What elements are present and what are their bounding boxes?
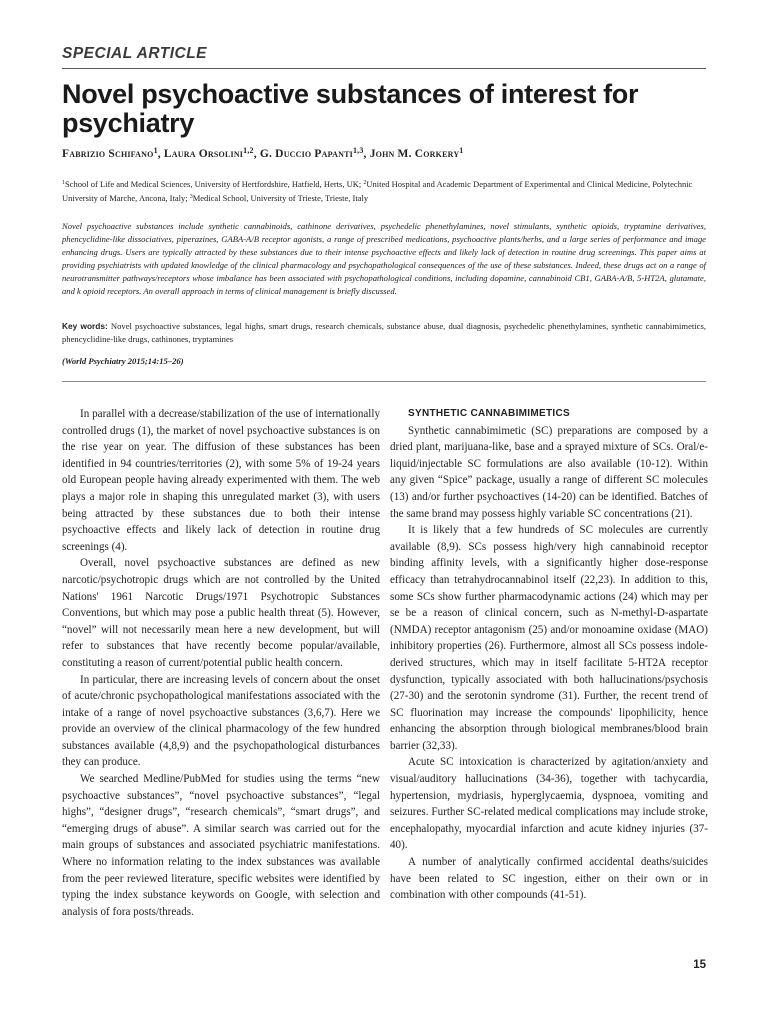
body-paragraph: In parallel with a decrease/stabilization of the use of internationally controlled drugs (1), the market of novel psychoactive substances is on the rise year on year. The diffusion of these substances has been identified in 94 countries/territories (2), with some 5% of 19-24 years old European people having already experimented with them. The web plays a major role in shaping this unregulated market (3), with users being attracted by these substances due to both their intense psychoactive effects and likely lack of detection in routine drug screenings (4). [62,408,380,553]
left-column [62,406,380,920]
body-paragraph: In particular, there are increasing levels of concern about the onset of acute/chronic psychopathological manifestations associated with the intake of a range of novel psychoactive substances (3,6,7). Here we provide an overview of the clinical pharmacology of the few hundred substances available (4,8,9) and the psychopathological disturbances they can produce. [62,673,380,769]
body-paragraph: We searched Medline/PubMed for studies using the terms “new psychoactive substances”, “novel psychoactive substances”, “legal highs”, “designer drugs”, “research chemicals”, “smart drugs”, and “emerging drugs of abuse”. A similar search was carried out for the main groups of substances and associated psychiatric manifestations. Where no information relating to the index substances was available from the peer reviewed literature, specific websites were identified by typing the index substance keywords on Google, with selection and analysis of fora posts/threads. [62,773,380,918]
right-column [390,406,708,904]
author-name: Fabrizio Schifano [62,148,154,160]
section-divider [62,68,706,69]
abstract: Novel psychoactive substances include synthetic cannabinoids, cathinone derivatives, psychedelic phenethylamines, novel stimulants, synthetic opioids, tryptamine derivatives, phencyclidine-like dissociatives, piperazines, GABA-A/B receptor agonists, a range of prescribed medications, psychoactive plants/herbs, and a large series of performance and image enhancing drugs. Users are typically attracted by these substances due to their intense psychoactive effects and likely lack of detection in routine drug screenings. This paper aims at providing psychiatrists with updated knowledge of the clinical pharmacology and psychopathological consequences of the use of these substances. Indeed, these drugs act on a range of neurotransmitter pathways/receptors whose imbalance has been associated with psychopathological conditions, including dopamine, cannabinoid CB1, GABA-A/B, 5-HT2A, glutamate, and k opioid receptors. An overall approach in terms of clinical management is briefly discussed. [62,221,706,297]
author-affiliation-marker: 1 [153,146,158,155]
affiliations [62,177,706,205]
article-title: Novel psychoactive substances of interest for psychiatry [62,79,639,138]
author-affiliation-marker: 1,2 [243,146,254,155]
section-heading: SYNTHETIC CANNABIMIMETICS [408,408,570,419]
section-label: SPECIAL ARTICLE [62,45,208,62]
body-paragraph: A number of analytically confirmed accidental deaths/suicides have been related to SC ingestion, either on their own or in combination with other compounds (41-51). [390,856,708,902]
author-name: John M. Corkery [369,148,460,160]
affiliation-marker: 1 [62,180,65,186]
affiliation-marker: 3 [189,194,193,200]
affiliation-marker: 2 [363,180,367,186]
affiliation-text: Medical School, University of Trieste, Trieste, Italy [192,193,369,203]
citation: (World Psychiatry 2015;14:15–26) [62,356,184,366]
body-paragraph: Synthetic cannabimimetic (SC) preparations are composed by a dried plant, marijuana-like, base and a sprayed mixture of SCs. Oral/e-liquid/injectable SC formulations are also available (10-12). Within any given “Spice” package, usually a range of different SC molecules (13) and/or further psychoactives (14-20) can be identified. Batches of the same brand may possess highly variable SC concentrations (21). [390,424,708,520]
body-divider [62,381,706,382]
author-name: Laura Orsolini [163,148,244,160]
keywords-label: Key words: [62,321,108,331]
affiliation-text: School of Life and Medical Sciences, University of Hertfordshire, Hatfield, Herts, UK; [65,179,364,189]
body-paragraph: It is likely that a few hundreds of SC molecules are currently available (8,9). SCs possess high/very high cannabinoid receptor binding affinity levels, with a significantly higher dose-response efficacy than tetrahydrocannabinol itself (22,23). In addition to this, some SCs show further pharmacodynamic actions (24) which may per se be a reason of clinical concern, such as N-methyl-D-aspartate (NMDA) receptor antagonism (25) and/or monoamine oxidase (MAO) inhibitory properties (26). Furthermore, almost all SCs possess indole-derived structures, which may in itself facilitate 5-HT2A receptor dysfunction, typically associated with both hallucinations/psychosis (27-30) and the serotonin syndrome (31). Further, the recent trend of SC fluorination may increase the compounds' lipophilicity, hence enhancing the absorption through biological membranes/blood brain barrier (32,33). [390,524,708,752]
page-number: 15 [693,959,706,971]
body-paragraph: Acute SC intoxication is characterized by agitation/anxiety and visual/auditory hallucinations (34-36), together with tachycardia, hypertension, mydriasis, hyperglycaemia, dyspnoea, vomiting and seizures. Further SC-related medical complications may include stroke, encephalopathy, myocardial infarction and acute kidney injuries (37-40). [390,756,708,852]
body-paragraph: Overall, novel psychoactive substances are defined as new narcotic/psychotropic drugs which are not controlled by the United Nations' 1961 Narcotic Drugs/1971 Psychotropic Substances Conventions, but which may pose a public health threat (5). However, “novel” will not necessarily mean here a new development, but will refer to substances that have recently become popular/available, constituting a reason of current/potential public health concern. [62,557,380,669]
affiliation-text: United Hospital and Academic Department of Experimental and Clinical Medicine, Polytechnic University of Marche, Ancona, Italy; [62,179,693,203]
author-name: G. Duccio Papanti [259,148,353,160]
author-list: Fabrizio Schifano$^1$, Laura Orsolini$^{1,2}$, G. Duccio Papanti$^{1,3}$, John M. Corkery$^1$ [62,146,464,160]
keywords [62,320,706,346]
keywords-text: Novel psychoactive substances, legal highs, smart drugs, research chemicals, substance abuse, dual diagnosis, psychedelic phenethylamines, synthetic cannabimimetics, phencyclidine-like drugs, cathinones, tryptamines [62,321,706,345]
author-affiliation-marker: 1,3 [352,146,364,155]
author-affiliation-marker: 1 [459,146,464,155]
